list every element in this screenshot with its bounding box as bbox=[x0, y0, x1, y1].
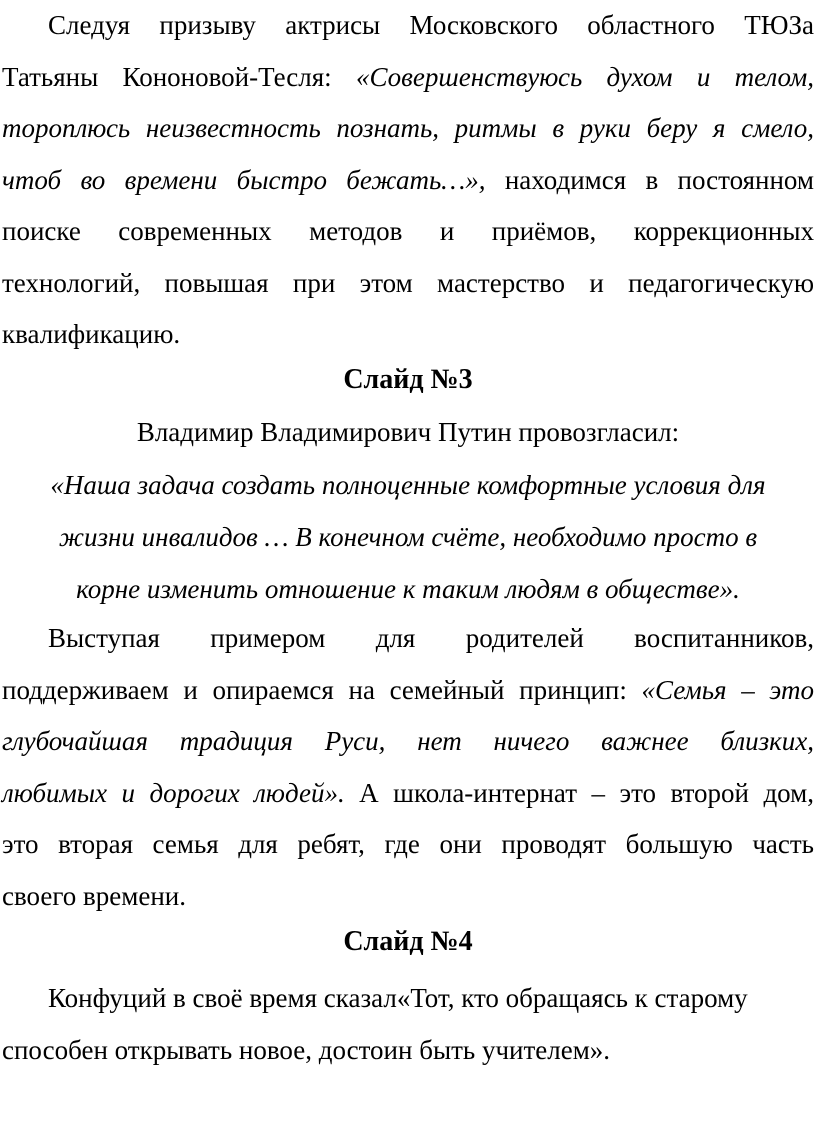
text-line bbox=[2, 52, 814, 104]
quote-text: «Совершенствуюсь духом и телом, bbox=[355, 61, 814, 92]
text-line: своего времени. bbox=[2, 880, 186, 911]
text-line: технологий, повышая при этом мастерство и педагогическую bbox=[2, 267, 814, 298]
plain-text: поддерживаем и опираемся на семейный принцип: bbox=[2, 674, 642, 705]
slide-3-heading: Слайд №3 bbox=[343, 364, 473, 395]
plain-text: А школа-интернат – это второй дом, bbox=[344, 777, 815, 808]
text-line bbox=[2, 665, 814, 717]
quote-line: «Наша задача создать полноценные комфортные условия для bbox=[50, 470, 766, 500]
text-line: Конфуций в своё время сказал«Тот, кто обращаясь к старому bbox=[48, 983, 748, 1013]
quote-text: любимых и дорогих людей». bbox=[2, 777, 345, 808]
quote-text: чтоб во времени быстро бежать…», bbox=[2, 164, 486, 195]
quote-text: глубочайшая традиция Руси, нет ничего важнее близких, bbox=[2, 726, 814, 756]
text-line: Следуя призыву актрисы Московского областного ТЮЗа bbox=[48, 10, 814, 40]
text-line bbox=[2, 103, 814, 155]
text-line: способен открывать новое, достоин быть учителем». bbox=[2, 1034, 611, 1065]
text-line: поиске современных методов и приёмов, коррекционных bbox=[2, 216, 814, 246]
quote-line: корне изменить отношение к таким людям в обществе». bbox=[76, 574, 740, 604]
putin-intro: Владимир Владимирович Путин провозгласил: bbox=[136, 417, 680, 447]
text-line bbox=[2, 716, 814, 768]
text-line bbox=[2, 768, 814, 820]
quote-line: жизни инвалидов … В конечном счёте, необходимо просто в bbox=[58, 522, 758, 552]
quote-text: тороплюсь неизвестность познать, ритмы в руки беру я смело, bbox=[2, 113, 814, 143]
paragraph-family-principle bbox=[2, 613, 814, 922]
text-line bbox=[2, 155, 814, 207]
slide-4-heading: Слайд №4 bbox=[343, 926, 473, 957]
quote-text: «Семья – это bbox=[641, 674, 814, 705]
putin-quote bbox=[0, 459, 816, 615]
text-line: квалификацию. bbox=[2, 319, 181, 349]
paragraph-tyuz-quote bbox=[2, 0, 814, 361]
text-line: это вторая семья для ребят, где они проводят большую часть bbox=[2, 829, 814, 859]
paragraph-confucius bbox=[2, 973, 816, 1076]
plain-text: Татьяны Кононовой-Тесля: bbox=[2, 61, 356, 92]
plain-text: находимся в постоянном bbox=[485, 164, 814, 195]
text-line: Выступая примером для родителей воспитанников, bbox=[48, 623, 814, 653]
